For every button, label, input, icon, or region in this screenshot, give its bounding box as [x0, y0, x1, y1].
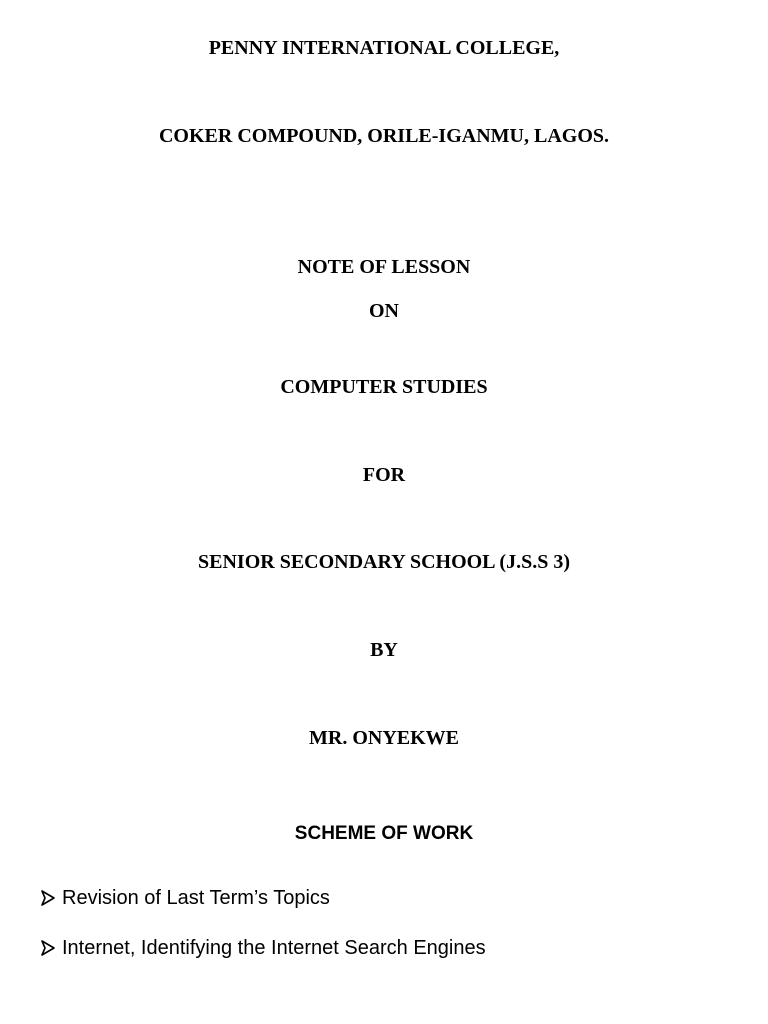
note-of-lesson-heading: NOTE OF LESSON — [297, 256, 471, 278]
arrow-bullet-icon — [40, 940, 56, 956]
on-text: ON — [369, 300, 399, 322]
teacher-name: MR. ONYEKWE — [309, 727, 459, 749]
scheme-of-work-heading: SCHEME OF WORK — [294, 823, 474, 844]
list-item — [40, 886, 330, 910]
class-title: SENIOR SECONDARY SCHOOL (J.S.S 3) — [198, 551, 570, 573]
list-item — [40, 936, 486, 960]
list-item-text: Revision of Last Term’s Topics — [62, 887, 330, 909]
list-item-text: Internet, Identifying the Internet Search Engines — [62, 937, 486, 959]
subject-title: COMPUTER STUDIES — [280, 376, 488, 398]
by-text: BY — [370, 639, 398, 661]
school-address: COKER COMPOUND, ORILE-IGANMU, LAGOS. — [158, 125, 609, 147]
arrow-bullet-icon — [40, 890, 56, 906]
school-name: PENNY INTERNATIONAL COLLEGE, — [208, 37, 560, 59]
for-text: FOR — [362, 464, 406, 486]
